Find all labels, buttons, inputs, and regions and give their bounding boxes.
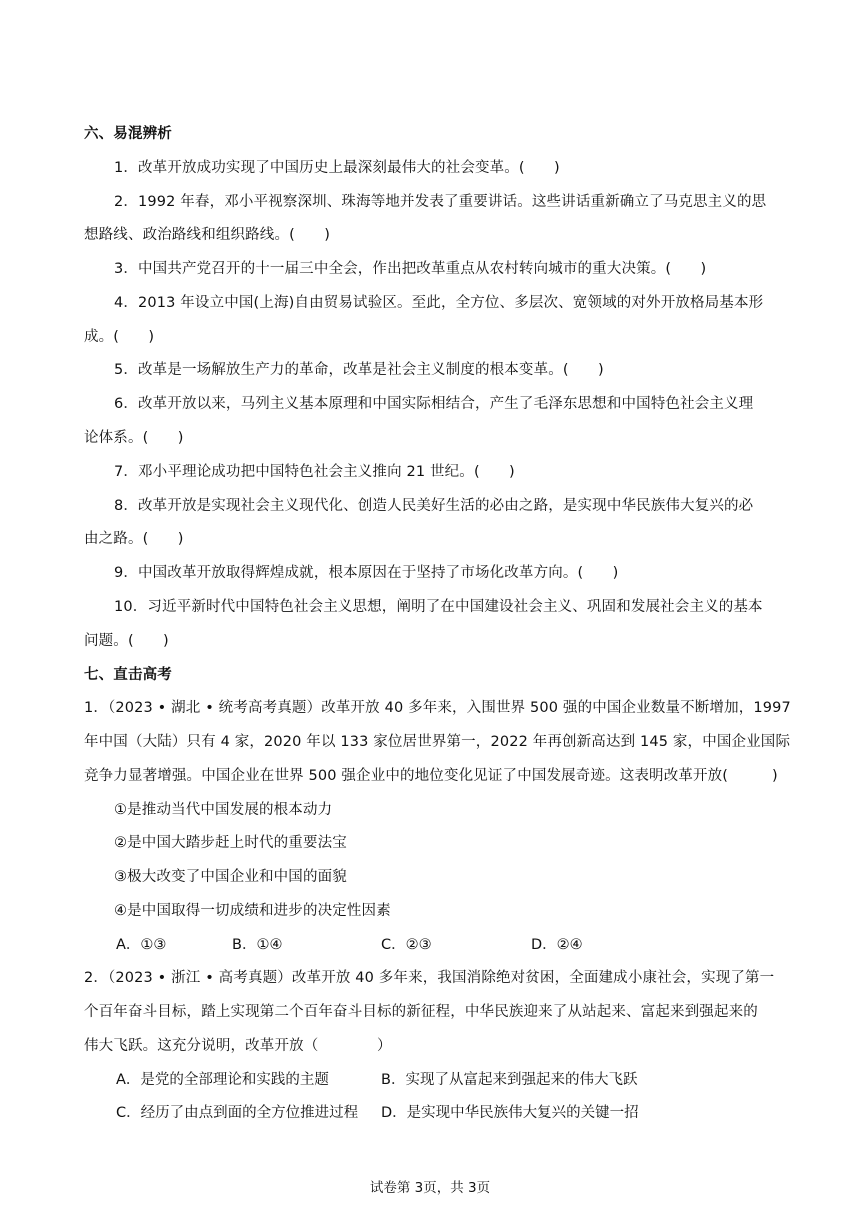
s6-line-15: 问题。( ) (84, 633, 169, 649)
q1-line-3: 竞争力显著增强。中国企业在世界 500 强企业中的地位变化见证了中国发展奇迹。这表明改革开放( ) (84, 768, 778, 784)
s6-line-6: 成。( ) (84, 329, 155, 345)
q2-line-2: 个百年奋斗目标，踏上实现第二个百年奋斗目标的新征程，中华民族迎来了从站起来、富起来到强起来的 (84, 1004, 758, 1020)
s6-line-4: 3．中国共产党召开的十一届三中全会，作出把改革重点从农村转向城市的重大决策。( ) (114, 261, 707, 277)
q1-line-1: 1．（2023 • 湖北 • 统考高考真题）改革开放 40 多年来，入围世界 500 强的中国企业数量不断增加，1997 (84, 700, 791, 716)
q2-line-3: 伟大飞跃。这充分说明，改革开放（ ） (84, 1038, 392, 1054)
q1-line-2: 年中国（大陆）只有 4 家，2020 年以 133 家位居世界第一，2022 年再创新高达到 145 家，中国企业国际 (84, 734, 791, 750)
s6-line-8: 6．改革开放以来，马列主义基本原理和中国实际相结合，产生了毛泽东思想和中国特色社会主义理 (114, 396, 754, 412)
q1-item-1: ①是推动当代中国发展的根本动力 (114, 802, 333, 818)
s6-line-14: 10．习近平新时代中国特色社会主义思想，阐明了在中国建设社会主义、巩固和发展社会主义的基本 (114, 599, 763, 615)
q1-option-d: D．②④ (531, 937, 583, 953)
q1-option-c: C．②③ (381, 937, 432, 953)
s6-line-1: 1．改革开放成功实现了中国历史上最深刻最伟大的社会变革。( ) (114, 160, 560, 176)
s6-line-13: 9．中国改革开放取得辉煌成就，根本原因在于坚持了市场化改革方向。( ) (114, 565, 619, 581)
q1-item-4: ④是中国取得一切成绩和进步的决定性因素 (114, 903, 391, 919)
s6-line-11: 8．改革开放是实现社会主义现代化、创造人民美好生活的必由之路，是实现中华民族伟大复兴的必 (114, 498, 754, 514)
section-heading-7: 七、直击高考 (84, 667, 172, 683)
q2-option-d: D．是实现中华民族伟大复兴的关键一招 (381, 1105, 639, 1121)
page-footer: 试卷第 3页，共 3页 (369, 1180, 491, 1196)
q1-item-3: ③极大改变了中国企业和中国的面貌 (114, 869, 347, 885)
section-heading-6: 六、易混辨析 (84, 126, 172, 142)
s6-line-10: 7．邓小平理论成功把中国特色社会主义推向 21 世纪。( ) (114, 464, 515, 480)
q1-option-a: A．①③ (116, 937, 167, 953)
q2-line-1: 2．（2023 • 浙江 • 高考真题）改革开放 40 多年来，我国消除绝对贫困，全面建成小康社会，实现了第一 (84, 970, 775, 986)
q2-option-b: B．实现了从富起来到强起来的伟大飞跃 (381, 1072, 638, 1088)
q1-item-2: ②是中国大踏步赶上时代的重要法宝 (114, 835, 347, 851)
s6-line-12: 由之路。( ) (84, 531, 184, 547)
s6-line-5: 4．2013 年设立中国(上海)自由贸易试验区。至此，全方位、多层次、宽领域的对外开放格局基本形 (114, 295, 764, 311)
s6-line-3: 想路线、政治路线和组织路线。( ) (84, 227, 331, 243)
q2-option-c: C．经历了由点到面的全方位推进过程 (116, 1105, 359, 1121)
q1-option-b: B．①④ (232, 937, 283, 953)
s6-line-9: 论体系。( ) (84, 430, 184, 446)
s6-line-2: 2．1992 年春，邓小平视察深圳、珠海等地并发表了重要讲话。这些讲话重新确立了马克思主义的思 (114, 194, 767, 210)
s6-line-7: 5．改革是一场解放生产力的革命，改革是社会主义制度的根本变革。( ) (114, 362, 604, 378)
q2-option-a: A．是党的全部理论和实践的主题 (116, 1072, 329, 1088)
